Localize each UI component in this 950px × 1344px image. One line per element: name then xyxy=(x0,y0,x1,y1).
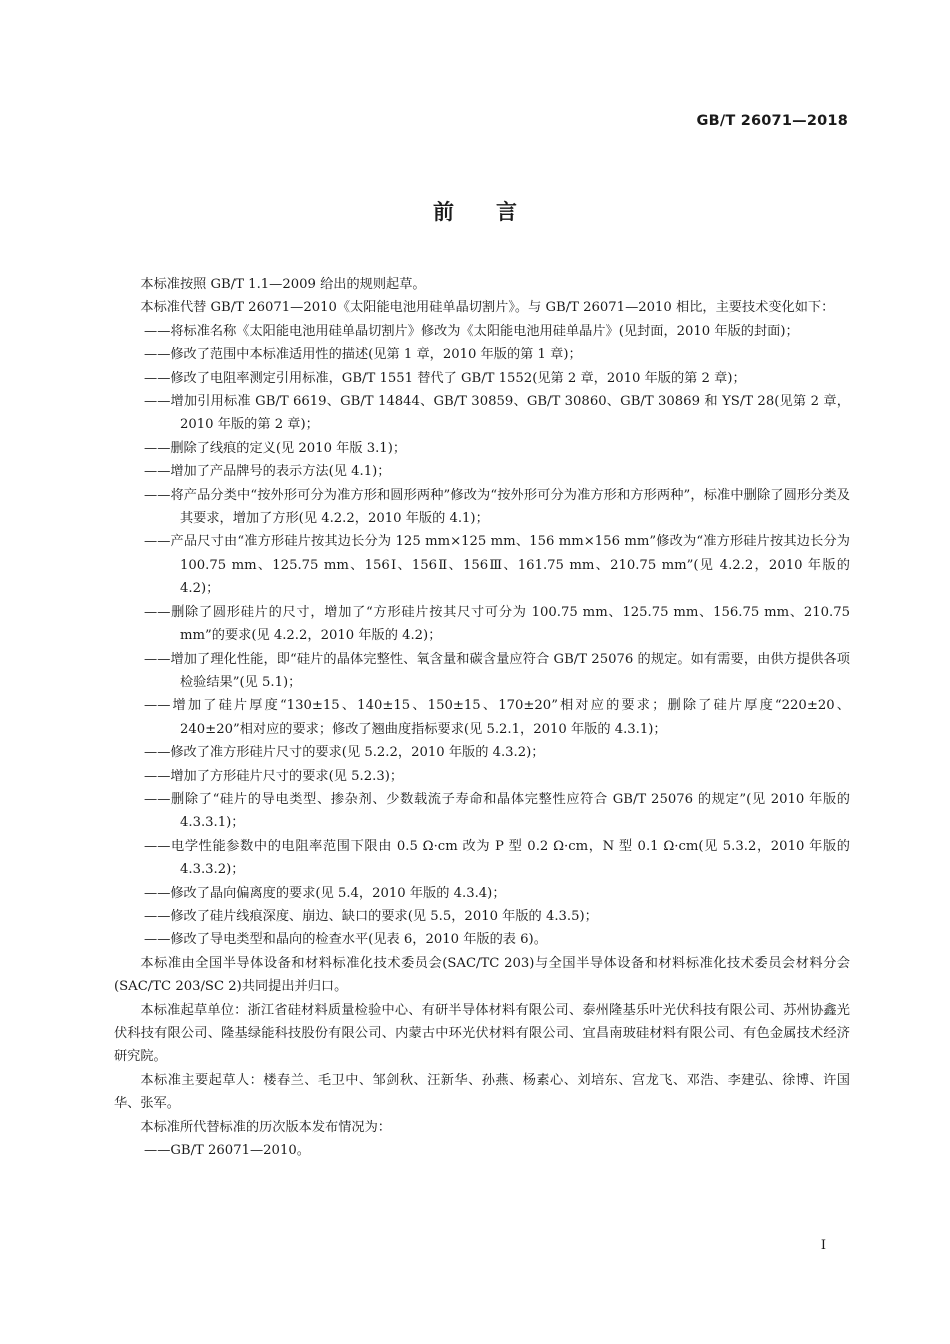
change-item: ——产品尺寸由“准方形硅片按其边长分为 125 mm×125 mm、156 mm×156 mm”修改为“准方形硅片按其边长分为 100.75 mm、125.75 mm、156Ⅰ、156Ⅱ、156Ⅲ、161.75 mm、210.75 mm”(见 4.2.2，2010 年版的 4.2)； xyxy=(144,534,850,597)
change-item: ——修改了电阻率测定引用标准，GB/T 1551 替代了 GB/T 1552(见第 2 章，2010 年版的第 2 章)； xyxy=(144,370,746,386)
change-item: ——将产品分类中“按外形可分为准方形和圆形两种”修改为“按外形可分为准方形和方形两种”，标准中删除了圆形分类及其要求，增加了方形(见 4.2.2，2010 年版的 4.1)； xyxy=(144,487,850,527)
changes-list xyxy=(114,320,850,952)
history-item: ——GB/T 26071—2010。 xyxy=(144,1143,310,1159)
change-item: ——修改了硅片线痕深度、崩边、缺口的要求(见 5.5，2010 年版的 4.3.5)； xyxy=(144,908,598,924)
change-item: ——电学性能参数中的电阻率范围下限由 0.5 Ω·cm 改为 P 型 0.2 Ω·cm，N 型 0.1 Ω·cm(见 5.3.2，2010 年版的 4.3.3.2)； xyxy=(144,838,850,878)
committee-paragraph: 本标准由全国半导体设备和材料标准化技术委员会(SAC/TC 203)与全国半导体设备和材料标准化技术委员会材料分会(SAC/TC 203/SC 2)共同提出并归口。 xyxy=(114,955,850,995)
change-item: ——修改了范围中本标准适用性的描述(见第 1 章，2010 年版的第 1 章)； xyxy=(144,347,582,363)
change-item: ——修改了晶向偏离度的要求(见 5.4，2010 年版的 4.3.4)； xyxy=(144,885,506,901)
change-item: ——删除了圆形硅片的尺寸，增加了“方形硅片按其尺寸可分为 100.75 mm、125.75 mm、156.75 mm、210.75 mm”的要求(见 4.2.2，2010 年版的 4.2)； xyxy=(144,604,850,644)
change-item: ——增加引用标准 GB/T 6619、GB/T 14844、GB/T 30859、GB/T 30860、GB/T 30869 和 YS/T 28(见第 2 章，2010 年版的第 2 章)； xyxy=(144,394,850,433)
drafters-paragraph: 本标准主要起草人：楼春兰、毛卫中、邹剑秋、汪新华、孙燕、杨素心、刘培东、宫龙飞、邓浩、李建弘、徐博、许国华、张军。 xyxy=(114,1072,850,1112)
drafting-units-paragraph: 本标准起草单位：浙江省硅材料质量检验中心、有研半导体材料有限公司、泰州隆基乐叶光伏科技有限公司、苏州协鑫光伏科技有限公司、隆基绿能科技股份有限公司、内蒙古中环光伏材料有限公司、宜昌南玻硅材料有限公司、有色金属技术经济研究院。 xyxy=(114,1002,850,1065)
intro-paragraph: 本标准代替 GB/T 26071—2010《太阳能电池用硅单晶切割片》。与 GB/T 26071—2010 相比，主要技术变化如下： xyxy=(140,300,835,316)
change-item: ——将标准名称《太阳能电池用硅单晶切割片》修改为《太阳能电池用硅单晶片》(见封面，2010 年版的封面)； xyxy=(144,323,799,339)
change-item: ——修改了准方形硅片尺寸的要求(见 5.2.2，2010 年版的 4.3.2)； xyxy=(144,745,545,761)
change-item: ——增加了理化性能，即“硅片的晶体完整性、氧含量和碳含量应符合 GB/T 25076 的规定。如有需要，由供方提供各项检验结果”(见 5.1)； xyxy=(144,651,850,690)
change-item: ——增加了产品牌号的表示方法(见 4.1)； xyxy=(144,464,391,480)
page-title: 前言 xyxy=(433,200,559,224)
intro-paragraph: 本标准按照 GB/T 1.1—2009 给出的规则起草。 xyxy=(140,277,426,292)
change-item: ——修改了导电类型和晶向的检查水平(见表 6，2010 年版的表 6)。 xyxy=(144,932,547,948)
document-body xyxy=(114,273,850,1162)
change-item: ——删除了“硅片的导电类型、掺杂剂、少数载流子寿命和晶体完整性应符合 GB/T 25076 的规定”(见 2010 年版的 4.3.3.1)； xyxy=(144,791,850,831)
page-number: I xyxy=(820,1238,826,1253)
change-item: ——增加了硅片厚度“130±15、140±15、150±15、170±20”相对应的要求；删除了硅片厚度“220±20、240±20”相对应的要求；修改了翘曲度指标要求(见 5.2.1，2010 年版的 4.3.1)； xyxy=(144,698,850,737)
change-item: ——删除了线痕的定义(见 2010 年版 3.1)； xyxy=(144,440,407,456)
change-item: ——增加了方形硅片尺寸的要求(见 5.2.3)； xyxy=(144,768,404,784)
history-intro-paragraph: 本标准所代替标准的历次版本发布情况为： xyxy=(140,1119,391,1135)
standard-number: GB/T 26071—2018 xyxy=(696,113,848,129)
